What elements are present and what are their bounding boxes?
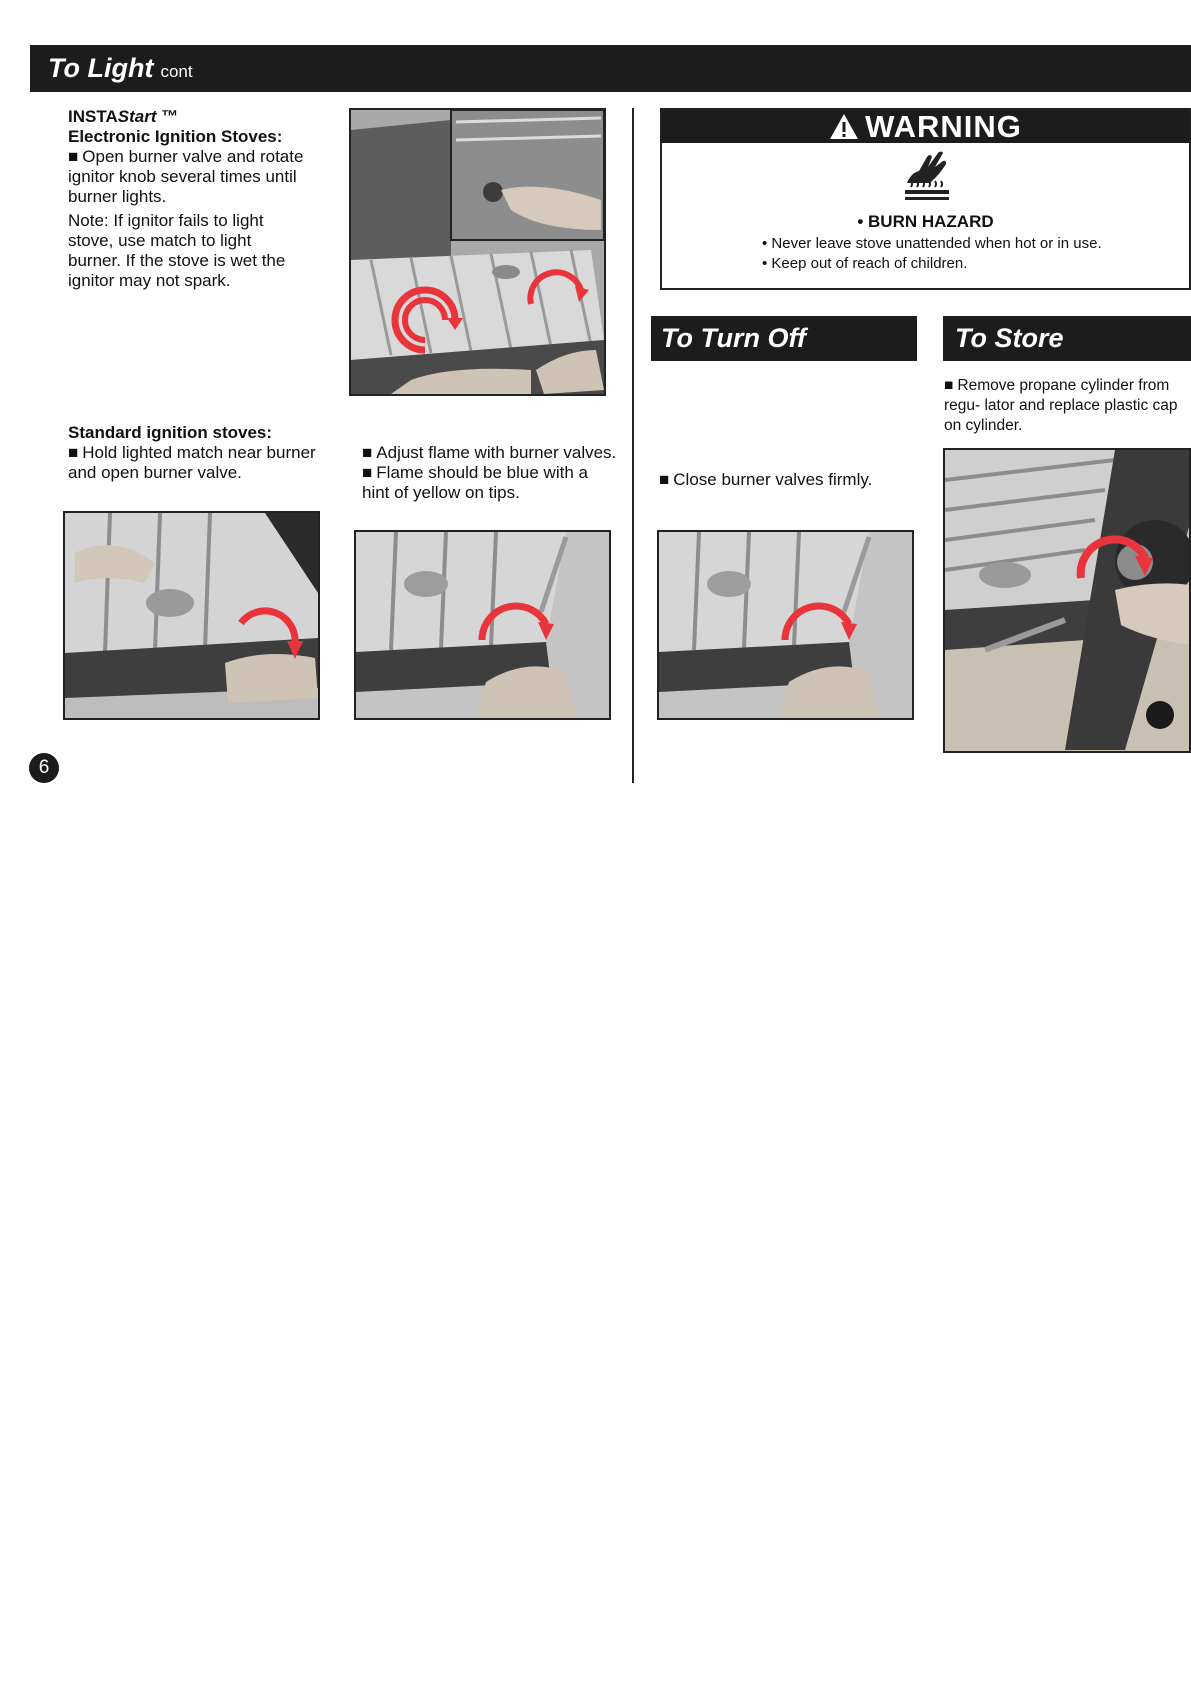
warning-item: • Never leave stove unattended when hot or in use. bbox=[762, 235, 1102, 252]
warning-item: • Keep out of reach of children. bbox=[762, 255, 968, 272]
turn-off-instructions bbox=[659, 470, 909, 490]
column-divider bbox=[632, 108, 634, 783]
burn-hazard-hand-icon bbox=[899, 149, 953, 203]
adjust-step-2: ■ Flame should be blue with a hint of yellow on tips. bbox=[362, 463, 617, 503]
rotate-arrow-icon bbox=[385, 278, 465, 358]
turn-off-title: To Turn Off bbox=[661, 323, 806, 353]
warning-title: WARNING bbox=[865, 108, 1022, 144]
warning-triangle-icon bbox=[829, 113, 859, 140]
store-title: To Store bbox=[955, 323, 1064, 353]
standard-title: Standard ignition stoves: bbox=[68, 423, 273, 442]
photo-electronic-ignition bbox=[349, 108, 606, 396]
adjust-step-1: ■ Adjust flame with burner valves. bbox=[362, 443, 617, 463]
store-instructions bbox=[944, 376, 1191, 436]
warning-header bbox=[662, 110, 1189, 143]
rotate-arrow-icon bbox=[523, 268, 593, 308]
rotate-arrow-icon bbox=[476, 594, 556, 644]
store-step: ■ Remove propane cylinder from regu- lator and replace plastic cap on cylinder. bbox=[944, 376, 1191, 436]
instastart-instructions bbox=[68, 107, 308, 291]
rotate-arrow-icon bbox=[1075, 522, 1155, 582]
section-header bbox=[30, 45, 1191, 92]
section-title-suffix: cont bbox=[160, 61, 193, 81]
standard-instructions bbox=[68, 423, 318, 483]
rotate-arrow-icon bbox=[779, 594, 859, 644]
turn-off-step: ■ Close burner valves firmly. bbox=[659, 470, 909, 490]
page-number: 6 bbox=[29, 753, 59, 783]
instastart-subtitle: Electronic Ignition Stoves: bbox=[68, 127, 283, 146]
warning-box bbox=[660, 108, 1191, 290]
section-title: To Light bbox=[48, 53, 154, 83]
instastart-step: ■ Open burner valve and rotate ignitor knob several times until burner lights. bbox=[68, 147, 308, 207]
turn-off-header bbox=[651, 316, 917, 361]
brand-italic: Start bbox=[117, 107, 157, 126]
standard-step: ■ Hold lighted match near burner and open burner valve. bbox=[68, 443, 318, 483]
adjust-instructions bbox=[362, 443, 617, 503]
store-header bbox=[943, 316, 1191, 361]
photo-turn-off bbox=[657, 530, 914, 720]
photo-store bbox=[943, 448, 1191, 753]
photo-adjust-flame bbox=[354, 530, 611, 720]
photo-match-lighting bbox=[63, 511, 320, 720]
burn-hazard-label: • BURN HAZARD bbox=[857, 212, 994, 231]
brand-prefix: INSTA bbox=[68, 107, 118, 126]
rotate-arrow-icon bbox=[235, 603, 305, 663]
brand-suffix: ™ bbox=[156, 107, 179, 126]
instastart-note: Note: If ignitor fails to light stove, use match to light burner. If the stove is wet the ignitor may not spark. bbox=[68, 211, 286, 290]
instastart-brand bbox=[68, 107, 308, 127]
